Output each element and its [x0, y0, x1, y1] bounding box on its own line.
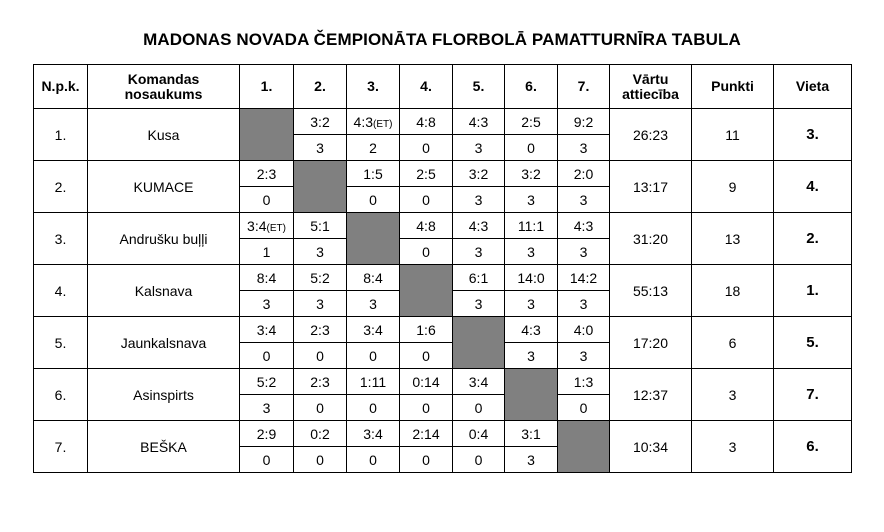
match-score	[347, 317, 400, 343]
team-points: 3	[692, 421, 774, 473]
team-place: 5.	[774, 317, 852, 369]
team-name: Jaunkalsnava	[88, 317, 240, 369]
team-points: 3	[692, 369, 774, 421]
match-score-value: 2:9	[256, 425, 277, 442]
standings-table	[33, 64, 852, 473]
match-score-value: 0:14	[412, 373, 440, 390]
match-points: 0	[453, 447, 505, 473]
match-score	[347, 421, 400, 447]
header-col-6: 6.	[505, 65, 558, 109]
goal-ratio: 31:20	[610, 213, 692, 265]
match-score-value: 9:2	[573, 113, 594, 130]
match-score-value: 1:3	[573, 373, 594, 390]
header-goals	[610, 65, 692, 109]
match-points: 0	[294, 395, 347, 421]
match-score	[240, 369, 294, 395]
team-name: Kusa	[88, 109, 240, 161]
table-row	[34, 369, 852, 395]
row-number: 6.	[34, 369, 88, 421]
goal-ratio: 13:17	[610, 161, 692, 213]
row-number: 4.	[34, 265, 88, 317]
match-score-value: 1:11	[359, 373, 387, 390]
match-score-value: 3:2	[521, 165, 541, 182]
row-number: 5.	[34, 317, 88, 369]
match-points: 3	[558, 187, 610, 213]
extra-time-note: (ET)	[373, 118, 393, 130]
match-score	[453, 109, 505, 135]
match-score	[505, 317, 558, 343]
match-score-value: 2:3	[310, 321, 330, 338]
self-match-cell	[294, 161, 347, 213]
match-points: 0	[400, 135, 453, 161]
match-points: 3	[347, 291, 400, 317]
match-points: 3	[294, 291, 347, 317]
team-points: 6	[692, 317, 774, 369]
match-score-value: 5:2	[256, 373, 277, 390]
match-score	[240, 161, 294, 187]
match-points: 3	[558, 239, 610, 265]
match-score	[453, 421, 505, 447]
self-match-cell	[505, 369, 558, 421]
match-score	[505, 421, 558, 447]
match-score	[453, 369, 505, 395]
header-team-line2: nosaukums	[124, 85, 203, 102]
match-score	[453, 265, 505, 291]
match-score-value: 2:14	[412, 425, 440, 442]
match-score-value: 11:1	[517, 217, 545, 234]
match-score	[294, 421, 347, 447]
match-score-value: 2:3	[256, 165, 277, 182]
match-score	[400, 161, 453, 187]
match-points: 0	[240, 187, 294, 213]
match-score-value: 1:6	[416, 321, 436, 338]
header-col-7: 7.	[558, 65, 610, 109]
header-col-3: 3.	[347, 65, 400, 109]
header-team-line1: Komandas	[127, 70, 200, 87]
match-score-value: 4:3	[468, 113, 489, 130]
match-score	[453, 213, 505, 239]
goal-ratio: 26:23	[610, 109, 692, 161]
match-points: 0	[240, 447, 294, 473]
match-score	[400, 109, 453, 135]
team-name: Asinspirts	[88, 369, 240, 421]
match-score-value: 2:0	[573, 165, 594, 182]
goal-ratio: 12:37	[610, 369, 692, 421]
match-points: 3	[453, 187, 505, 213]
match-score-value: 4:3	[521, 321, 541, 338]
match-score	[347, 109, 400, 135]
match-points: 3	[558, 135, 610, 161]
match-points: 0	[400, 395, 453, 421]
match-points: 0	[294, 343, 347, 369]
header-place: Vieta	[774, 65, 852, 109]
header-goals-line2: attiecība	[622, 85, 679, 102]
self-match-cell	[453, 317, 505, 369]
match-points: 0	[347, 343, 400, 369]
match-points: 3	[240, 395, 294, 421]
match-score	[558, 161, 610, 187]
team-points: 9	[692, 161, 774, 213]
match-score	[558, 213, 610, 239]
match-score-value: 3:4	[363, 321, 383, 338]
match-score-value: 5:2	[310, 269, 330, 286]
match-score-value: 8:4	[363, 269, 383, 286]
team-place: 6.	[774, 421, 852, 473]
match-points: 3	[558, 291, 610, 317]
row-number: 1.	[34, 109, 88, 161]
match-score-value: 4:3	[573, 217, 594, 234]
goal-ratio: 55:13	[610, 265, 692, 317]
header-col-1: 1.	[240, 65, 294, 109]
team-place: 1.	[774, 265, 852, 317]
match-score-value: 2:3	[310, 373, 330, 390]
match-points: 3	[294, 239, 347, 265]
match-points: 0	[400, 187, 453, 213]
match-score-value: 2:5	[521, 113, 541, 130]
table-row	[34, 265, 852, 291]
match-score-value: 4:8	[416, 113, 436, 130]
team-name: Andrušku buļļi	[88, 213, 240, 265]
team-name: BEŠKA	[88, 421, 240, 473]
match-points: 0	[453, 395, 505, 421]
match-score-value: 4:8	[416, 217, 436, 234]
match-score-value: 3:4	[363, 425, 383, 442]
match-points: 3	[505, 239, 558, 265]
match-score-value: 4:3	[468, 217, 489, 234]
match-score	[294, 213, 347, 239]
self-match-cell	[240, 109, 294, 161]
header-npk: N.p.k.	[34, 65, 88, 109]
match-score	[400, 317, 453, 343]
match-score-value: 3:4	[256, 321, 277, 338]
row-number: 7.	[34, 421, 88, 473]
match-score-value: 3:1	[521, 425, 541, 442]
match-score-value: 5:1	[310, 217, 330, 234]
match-score-value: 4:0	[573, 321, 594, 338]
match-points: 3	[240, 291, 294, 317]
match-score	[240, 265, 294, 291]
match-score	[400, 213, 453, 239]
match-points: 3	[294, 135, 347, 161]
match-points: 3	[505, 291, 558, 317]
match-score-value: 4:3	[353, 113, 373, 130]
match-score-value: 6:1	[468, 269, 489, 286]
match-score	[240, 317, 294, 343]
match-points: 1	[240, 239, 294, 265]
match-points: 0	[347, 447, 400, 473]
header-col-4: 4.	[400, 65, 453, 109]
goal-ratio: 17:20	[610, 317, 692, 369]
match-score-value: 0:4	[468, 425, 489, 442]
match-score	[558, 265, 610, 291]
match-points: 0	[347, 395, 400, 421]
header-col-5: 5.	[453, 65, 505, 109]
team-place: 4.	[774, 161, 852, 213]
table-row	[34, 161, 852, 187]
match-score-value: 3:4	[468, 373, 489, 390]
goal-ratio: 10:34	[610, 421, 692, 473]
match-points: 2	[347, 135, 400, 161]
team-place: 7.	[774, 369, 852, 421]
header-goals-line1: Vārtu	[632, 70, 669, 87]
match-points: 0	[400, 343, 453, 369]
team-place: 3.	[774, 109, 852, 161]
match-score-value: 3:2	[310, 113, 330, 130]
match-score	[240, 421, 294, 447]
match-points: 0	[400, 447, 453, 473]
team-points: 13	[692, 213, 774, 265]
table-row	[34, 421, 852, 447]
match-points: 0	[505, 135, 558, 161]
table-title: MADONAS NOVADA ČEMPIONĀTA FLORBOLĀ PAMATTURNĪRA TABULA	[143, 30, 741, 49]
self-match-cell	[558, 421, 610, 473]
match-score-value: 2:5	[416, 165, 436, 182]
match-points: 0	[294, 447, 347, 473]
match-score	[294, 265, 347, 291]
match-score	[400, 369, 453, 395]
header-row	[34, 65, 852, 109]
match-points: 3	[505, 187, 558, 213]
match-points: 0	[240, 343, 294, 369]
match-score	[453, 161, 505, 187]
match-score-value: 14:2	[569, 269, 598, 286]
team-name: KUMACE	[88, 161, 240, 213]
self-match-cell	[400, 265, 453, 317]
match-points: 0	[558, 395, 610, 421]
header-col-2: 2.	[294, 65, 347, 109]
team-points: 11	[692, 109, 774, 161]
match-score	[347, 161, 400, 187]
table-body	[34, 109, 852, 473]
row-number: 2.	[34, 161, 88, 213]
match-score	[294, 369, 347, 395]
match-points: 3	[505, 447, 558, 473]
match-score-value: 8:4	[256, 269, 277, 286]
match-score	[558, 109, 610, 135]
match-score	[505, 213, 558, 239]
match-score	[505, 161, 558, 187]
header-team	[88, 65, 240, 109]
table-row	[34, 317, 852, 343]
match-points: 3	[453, 291, 505, 317]
match-points: 3	[453, 135, 505, 161]
match-score	[240, 213, 294, 239]
match-points: 0	[400, 239, 453, 265]
team-points: 18	[692, 265, 774, 317]
table-row	[34, 109, 852, 135]
team-place: 2.	[774, 213, 852, 265]
header-points: Punkti	[692, 65, 774, 109]
row-number: 3.	[34, 213, 88, 265]
team-name: Kalsnava	[88, 265, 240, 317]
match-score-value: 3:2	[468, 165, 489, 182]
match-score	[505, 109, 558, 135]
match-points: 0	[347, 187, 400, 213]
match-points: 3	[505, 343, 558, 369]
extra-time-note: (ET)	[266, 222, 286, 234]
match-score-value: 1:5	[363, 165, 383, 182]
match-score-value: 3:4	[247, 217, 267, 234]
match-score	[505, 265, 558, 291]
match-score	[558, 369, 610, 395]
match-score	[294, 109, 347, 135]
match-points: 3	[453, 239, 505, 265]
match-score	[347, 369, 400, 395]
match-points: 3	[558, 343, 610, 369]
self-match-cell	[347, 213, 400, 265]
match-score-value: 0:2	[310, 425, 330, 442]
table-row	[34, 213, 852, 239]
match-score	[400, 421, 453, 447]
match-score	[558, 317, 610, 343]
match-score	[294, 317, 347, 343]
match-score-value: 14:0	[517, 269, 545, 286]
match-score	[347, 265, 400, 291]
